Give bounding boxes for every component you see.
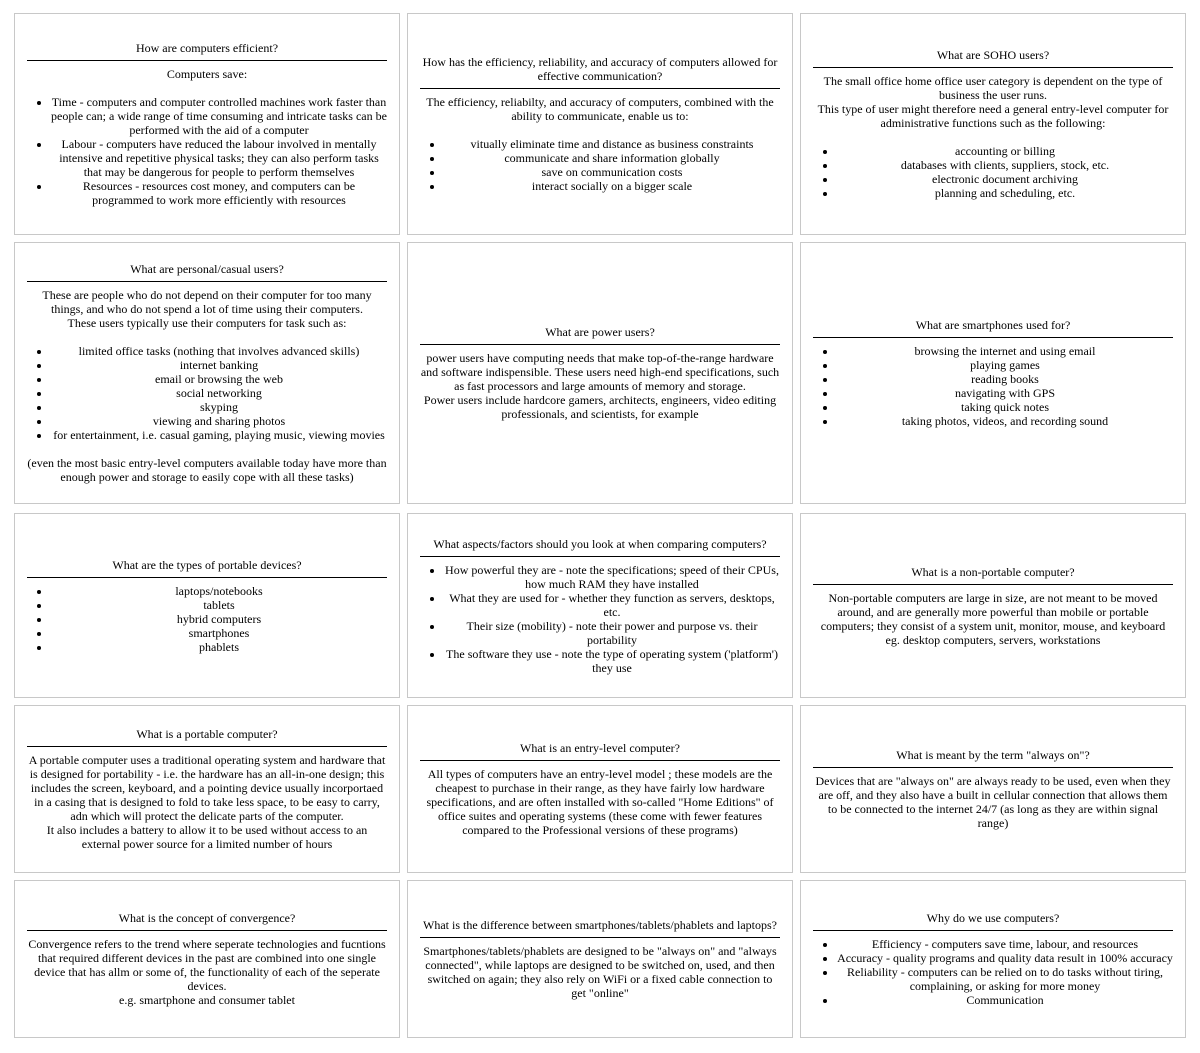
answer-text: It also includes a battery to allow it to be used without access to an external power source for a limited number of hours — [46, 823, 368, 851]
bullet-item: • email or browsing the web — [51, 372, 387, 386]
answer-note: (even the most basic entry-level computers available today have more than enough power and storage to easily cope with all these tasks) — [27, 456, 387, 484]
card-answer — [27, 753, 387, 851]
card-question: What is meant by the term "always on"? — [813, 748, 1173, 768]
card-answer — [27, 288, 387, 484]
flashcard — [800, 13, 1186, 235]
bullet-item: • Accuracy - quality programs and quality data result in 100% accuracy — [837, 951, 1173, 965]
bullet-item: • save on communication costs — [444, 165, 780, 179]
bullet-item: • taking quick notes — [837, 400, 1173, 414]
card-answer — [27, 937, 387, 1007]
card-question: What is a portable computer? — [27, 727, 387, 747]
bullet-list — [27, 584, 387, 654]
bullet-list — [27, 344, 387, 442]
bullet-item: • smartphones — [51, 626, 387, 640]
bullet-list — [813, 344, 1173, 428]
card-answer — [813, 774, 1173, 830]
answer-text: e.g. smartphone and consumer tablet — [119, 993, 295, 1007]
bullet-item: • Reliability - computers can be relied on to do tasks without tiring, complaining, or asking for more money — [837, 965, 1173, 993]
flashcard — [14, 705, 400, 873]
flashcard — [14, 513, 400, 698]
answer-text: power users have computing needs that make top-of-the-range hardware and software indispensible. These users need high-end specifications, such as fast processors and large amounts of memory and storage. — [420, 351, 780, 393]
bullet-item: • social networking — [51, 386, 387, 400]
answer-text: Convergence refers to the trend where seperate technologies and fucntions that required different devices in the past are combined into one single device that has allm or some of, the functionality of each of the seperate devices. — [28, 937, 386, 993]
card-question: What are power users? — [420, 325, 780, 345]
bullet-item: • Labour - computers have reduced the labour involved in mentally intensive and repetitive physical tasks; they can also perform tasks that may be dangerous for people to perform themselves — [51, 137, 387, 179]
answer-text: Non-portable computers are large in size, are not meant to be moved around, and are generally more powerful than mobile or portable computers; they consist of a system unit, monitor, mouse, and keyboard — [820, 590, 1166, 633]
bullet-item: • databases with clients, suppliers, stock, etc. — [837, 158, 1173, 172]
card-answer — [420, 944, 780, 1000]
flashcard — [14, 242, 400, 504]
card-question: What is an entry-level computer? — [420, 741, 780, 761]
bullet-item: • electronic document archiving — [837, 172, 1173, 186]
card-answer — [420, 767, 780, 837]
answer-text: The small office home office user category is dependent on the type of business the user runs. — [823, 74, 1163, 102]
bullet-item: • interact socially on a bigger scale — [444, 179, 780, 193]
flashcard — [407, 880, 793, 1038]
bullet-item: • vitually eliminate time and distance as business constraints — [444, 137, 780, 151]
bullet-item: • The software they use - note the type of operating system ('platform') they use — [444, 647, 780, 675]
bullet-item: • tablets — [51, 598, 387, 612]
bullet-item: • How powerful they are - note the specifications; speed of their CPUs, how much RAM they have installed — [444, 563, 780, 591]
bullet-item: • Their size (mobility) - note their power and purpose vs. their portability — [444, 619, 780, 647]
answer-text: Devices that are "always on" are always ready to be used, even when they are off, and they also have a built in cellular connection that allows them to be connected to the internet 24/7 (as long as they are within signal range) — [815, 774, 1171, 830]
bullet-item: • limited office tasks (nothing that involves advanced skills) — [51, 344, 387, 358]
bullet-list — [27, 95, 387, 207]
answer-text: Computers save: — [166, 67, 248, 81]
card-question: What are smartphones used for? — [813, 318, 1173, 338]
bullet-item: • What they are used for - whether they function as servers, desktops, etc. — [444, 591, 780, 619]
card-answer — [813, 344, 1173, 428]
answer-text: All types of computers have an entry-level model ; these models are the cheapest to purchase in their range, as they have fairly low hardware specifications, and are often installed with so-called "Home Editions" of office suites and operating systems (these come with fewer features compared to the Professional versions of these programs) — [426, 767, 774, 837]
flashcard — [800, 513, 1186, 698]
flashcard — [14, 13, 400, 235]
bullet-item: • hybrid computers — [51, 612, 387, 626]
bullet-list — [813, 144, 1173, 200]
flashcard — [407, 705, 793, 873]
bullet-item: • Resources - resources cost money, and computers can be programmed to work more efficiently with resources — [51, 179, 387, 207]
answer-text: The efficiency, reliabilty, and accuracy of computers, combined with the ability to communicate, enable us to: — [426, 95, 774, 123]
bullet-list — [420, 137, 780, 193]
bullet-item: • for entertainment, i.e. casual gaming, playing music, viewing movies — [51, 428, 387, 442]
answer-text: These users typically use their computers for task such as: — [67, 316, 347, 330]
flashcard — [800, 705, 1186, 873]
flashcard — [407, 13, 793, 235]
flashcard — [800, 880, 1186, 1038]
answer-text: This type of user might therefore need a general entry-level computer for administrative functions such as the following: — [817, 102, 1169, 130]
answer-text: Smartphones/tablets/phablets are designed to be "always on" and "always connected", while laptops are designed to be switched on, used, and then switched on again; they also rely on WiFi or a fixed cable connection to get "online" — [423, 944, 777, 1000]
card-question: What aspects/factors should you look at when comparing computers? — [420, 537, 780, 557]
answer-text: eg. desktop computers, servers, workstations — [885, 632, 1101, 647]
bullet-item: • planning and scheduling, etc. — [837, 186, 1173, 200]
card-answer — [27, 584, 387, 654]
bullet-item: • reading books — [837, 372, 1173, 386]
bullet-item: • laptops/notebooks — [51, 584, 387, 598]
bullet-list — [813, 937, 1173, 1007]
bullet-item: • Time - computers and computer controlled machines work faster than people can; a wide range of time consuming and intricate tasks can be performed with the aid of a computer — [51, 95, 387, 137]
bullet-item: • communicate and share information globally — [444, 151, 780, 165]
card-answer — [27, 67, 387, 207]
card-question: What are personal/casual users? — [27, 262, 387, 282]
card-answer — [420, 351, 780, 421]
card-question: What are SOHO users? — [813, 48, 1173, 68]
bullet-item: • browsing the internet and using email — [837, 344, 1173, 358]
bullet-item: • viewing and sharing photos — [51, 414, 387, 428]
answer-text: These are people who do not depend on their computer for too many things, and who do not spend a lot of time using their computers. — [42, 288, 372, 316]
card-question: What is a non-portable computer? — [813, 565, 1173, 585]
bullet-item: • navigating with GPS — [837, 386, 1173, 400]
bullet-item: • accounting or billing — [837, 144, 1173, 158]
card-answer — [813, 937, 1173, 1007]
bullet-item: • internet banking — [51, 358, 387, 372]
card-question: What is the difference between smartphones/tablets/phablets and laptops? — [420, 918, 780, 938]
card-question: What is the concept of convergence? — [27, 911, 387, 931]
bullet-item: • playing games — [837, 358, 1173, 372]
card-question: What are the types of portable devices? — [27, 558, 387, 578]
flashcard — [407, 242, 793, 504]
card-answer — [420, 95, 780, 193]
answer-text: A portable computer uses a traditional operating system and hardware that is designed for portability - i.e. the hardware has an all-in-one design; this includes the screen, keyboard, and a pointing device usually incorportaed in a casing that is designed to fold to take less space, to be easy to carry, adn which will protect the delicate parts of the computer. — [28, 753, 386, 823]
flashcard — [800, 242, 1186, 504]
answer-text: Power users include hardcore gamers, architects, engineers, video editing professionals, and scientists, for example — [423, 393, 777, 421]
card-question: How has the efficiency, reliability, and accuracy of computers allowed for effective communication? — [420, 55, 780, 89]
card-answer — [420, 563, 780, 675]
bullet-item: • taking photos, videos, and recording sound — [837, 414, 1173, 428]
flashcard — [407, 513, 793, 698]
card-answer — [813, 74, 1173, 200]
bullet-item: • skyping — [51, 400, 387, 414]
bullet-item: • phablets — [51, 640, 387, 654]
bullet-item: • Efficiency - computers save time, labour, and resources — [837, 937, 1173, 951]
card-answer — [813, 591, 1173, 647]
card-question: How are computers efficient? — [27, 41, 387, 61]
bullet-item: • Communication — [837, 993, 1173, 1007]
flashcard — [14, 880, 400, 1038]
bullet-list — [420, 563, 780, 675]
card-question: Why do we use computers? — [813, 911, 1173, 931]
